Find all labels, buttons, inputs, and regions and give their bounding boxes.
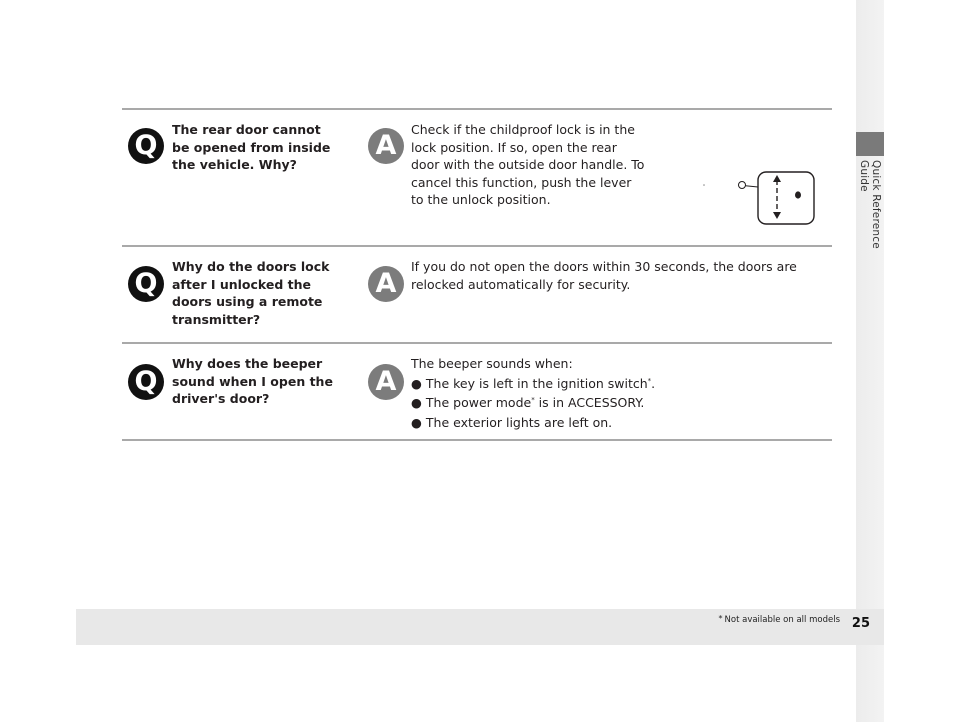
- section-side-label: [856, 160, 884, 280]
- divider-rule: [122, 108, 832, 110]
- answer-bullet: ● The exterior lights are left on.: [411, 414, 613, 430]
- question-text: Why do the doors lock after I unlocked the doors using a remote transmitter?: [172, 259, 330, 327]
- answer-bullet: ● The power mode* is in ACCESSORY.: [411, 395, 645, 410]
- footnote: [690, 614, 840, 625]
- bullet-dot-icon: ●: [411, 395, 422, 410]
- bullet-dot-icon: ●: [411, 375, 422, 391]
- childproof-lock-illustration: [700, 168, 820, 230]
- divider-rule: [122, 439, 832, 441]
- section-tab-marker: [856, 132, 884, 156]
- divider-rule: [122, 245, 832, 247]
- answer-text: If you do not open the doors within 30 seconds, the doors are relocked automatically for security.: [411, 259, 797, 292]
- question-icon: Q: [128, 266, 164, 302]
- page-number: 25: [851, 616, 870, 631]
- answer-bullet: ● The key is left in the ignition switch*.: [411, 375, 656, 391]
- side-label-text: Quick Reference Guide: [858, 160, 882, 249]
- footnote-star: *: [718, 614, 723, 623]
- answer-intro: The beeper sounds when:: [411, 356, 573, 371]
- bullet-dot-icon: ●: [411, 414, 422, 430]
- question-icon: Q: [128, 364, 164, 400]
- divider-rule: [122, 342, 832, 344]
- question-text: Why does the beeper sound when I open the driver's door?: [172, 356, 333, 406]
- question-text: The rear door cannot be opened from inside the vehicle. Why?: [172, 122, 331, 172]
- answer-block: [411, 355, 831, 431]
- answer-icon: A: [368, 364, 404, 400]
- question-icon: Q: [128, 128, 164, 164]
- answer-icon: A: [368, 266, 404, 302]
- answer-text: Check if the childproof lock is in the lock position. If so, open the rear door with the outside door handle. To cancel this function, push the lever to the unlock position.: [411, 122, 645, 207]
- footnote-text: Not available on all models: [724, 615, 840, 625]
- answer-icon: A: [368, 128, 404, 164]
